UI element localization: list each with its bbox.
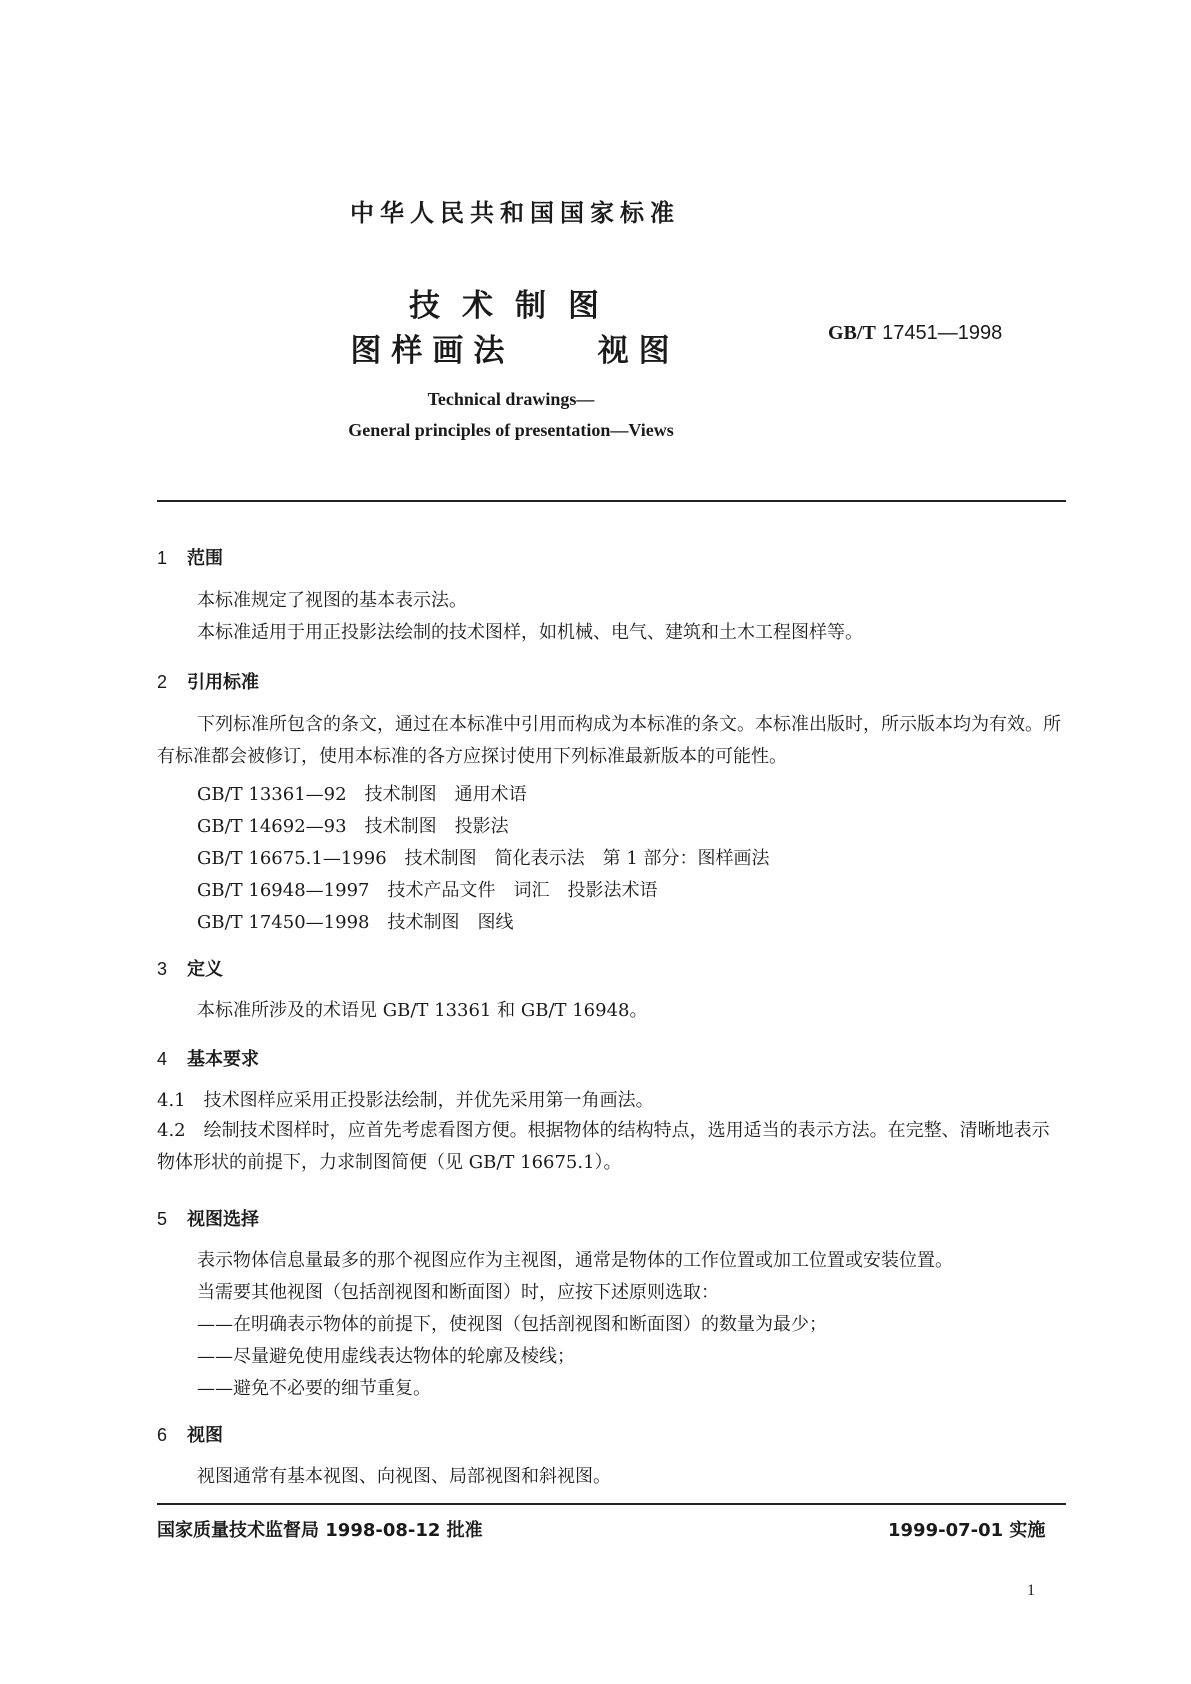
approval-statement: 国家质量技术监督局 1998-08-12 批准 <box>157 1520 483 1541</box>
document-title-line1: 技术制图 <box>409 288 621 324</box>
section-4-heading <box>157 1045 259 1071</box>
section-title: 定义 <box>187 959 223 980</box>
header-divider <box>157 500 1066 502</box>
clause-4-2: 4.2 绘制技术图样时，应首先考虑看图方便。根据物体的结构特点，选用适当的表示方法。在完整、清晰地表示物体形状的前提下，力求制图简便（见 GB/T 16675.1）。 <box>157 1120 1050 1173</box>
section-number: 4 <box>157 1049 168 1069</box>
section-3-heading <box>157 955 223 981</box>
reference-item: GB/T 14692—93 技术制图 投影法 <box>197 816 509 837</box>
section-2-paragraph: 下列标准所包含的条文，通过在本标准中引用而构成为本标准的条文。本标准出版时，所示版本均为有效。所有标准都会被修订，使用本标准的各方应探讨使用下列标准最新版本的可能性。 <box>157 714 1061 767</box>
section-title: 引用标准 <box>187 672 259 693</box>
page-number: 1 <box>1027 1582 1035 1599</box>
section-title: 基本要求 <box>187 1049 259 1070</box>
reference-item: GB/T 16948—1997 技术产品文件 词汇 投影法术语 <box>197 880 658 901</box>
national-standard-title: 中华人民共和国国家标准 <box>350 199 680 227</box>
standard-number <box>828 320 1002 345</box>
section-title: 视图选择 <box>187 1209 259 1230</box>
section-number: 3 <box>157 959 168 979</box>
reference-item: GB/T 13361—92 技术制图 通用术语 <box>197 784 527 805</box>
section-5-paragraph-2: 当需要其他视图（包括剖视图和断面图）时，应按下述原则选取： <box>197 1282 719 1303</box>
clause-4-1: 4.1 技术图样应采用正投影法绘制，并优先采用第一角画法。 <box>157 1090 654 1111</box>
section-title: 范围 <box>187 548 223 569</box>
section-5-bullet-3: ——避免不必要的细节重复。 <box>197 1378 431 1399</box>
section-1-heading <box>157 544 223 570</box>
standard-code: 17451—1998 <box>882 322 1003 344</box>
section-6-heading <box>157 1421 223 1447</box>
standard-prefix: GB/T <box>828 322 876 344</box>
section-number: 2 <box>157 672 168 692</box>
reference-item: GB/T 17450—1998 技术制图 图线 <box>197 912 514 933</box>
section-5-bullet-2: ——尽量避免使用虚线表达物体的轮廓及棱线； <box>197 1346 575 1367</box>
section-2-heading <box>157 668 259 694</box>
section-number: 5 <box>157 1209 168 1229</box>
section-number: 6 <box>157 1425 168 1445</box>
section-6-paragraph: 视图通常有基本视图、向视图、局部视图和斜视图。 <box>197 1466 611 1487</box>
footer-divider <box>157 1503 1066 1505</box>
section-1-paragraph-1: 本标准规定了视图的基本表示法。 <box>197 590 467 611</box>
section-5-bullet-1: ——在明确表示物体的前提下，使视图（包括剖视图和断面图）的数量为最少； <box>197 1314 827 1335</box>
implementation-date: 1999-07-01 实施 <box>888 1520 1046 1541</box>
document-title-line2: 图样画法 视图 <box>350 333 680 369</box>
section-5-heading <box>157 1205 259 1231</box>
section-1-paragraph-2: 本标准适用于用正投影法绘制的技术图样，如机械、电气、建筑和土木工程图样等。 <box>197 622 863 643</box>
section-5-paragraph-1: 表示物体信息量最多的那个视图应作为主视图，通常是物体的工作位置或加工位置或安装位置。 <box>197 1250 953 1271</box>
english-title-line1: Technical drawings— <box>427 389 595 409</box>
reference-item: GB/T 16675.1—1996 技术制图 简化表示法 第 1 部分：图样画法 <box>197 848 770 869</box>
section-3-paragraph: 本标准所涉及的术语见 GB/T 13361 和 GB/T 16948。 <box>197 1000 648 1021</box>
section-number: 1 <box>157 548 168 568</box>
section-title: 视图 <box>187 1425 223 1446</box>
english-title-line2: General principles of presentation—Views <box>348 420 674 440</box>
